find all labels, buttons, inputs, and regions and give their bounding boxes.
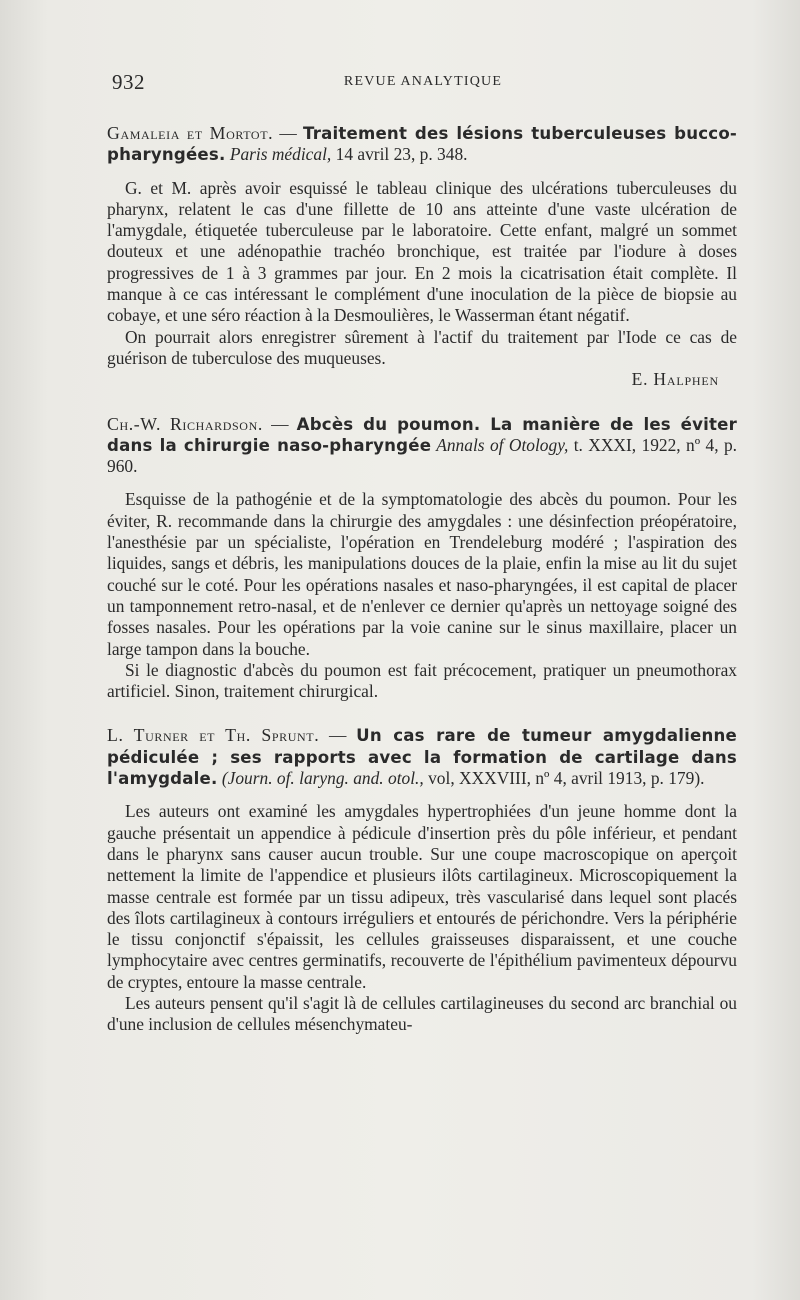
article-citation xyxy=(107,123,737,166)
article-reference: vol, XXXVIII, nº 4, avril 1913, p. 179). xyxy=(423,768,705,789)
article-citation xyxy=(107,725,737,789)
article-reference: t. XXXI, 1922, nº 4, p. 960. xyxy=(107,434,738,477)
article-paragraph: Les auteurs pensent qu'il s'agit là de cellules cartilagineuses du second arc branchial ou d'une inclusion de cellules mésenchymateu- xyxy=(107,992,737,1035)
article-body xyxy=(107,489,737,702)
article-citation xyxy=(107,414,737,478)
running-title: REVUE ANALYTIQUE xyxy=(343,74,503,89)
article-reference: 14 avril 23, p. 348. xyxy=(331,144,468,165)
article-journal: Paris médical, xyxy=(229,144,332,165)
article-journal: (Journ. of. laryng. and. otol., xyxy=(217,768,424,789)
article-3 xyxy=(107,725,737,1035)
article-signature: E. Halphen xyxy=(631,369,719,390)
article-1 xyxy=(107,123,737,391)
article-title: Un cas rare de tumeur amygdalienne pédiculée ; ses rapports avec la formation de cartilage dans l'amygdale. xyxy=(107,726,737,789)
article-authors: L. Turner et Th. Sprunt. xyxy=(107,725,320,746)
article-2 xyxy=(107,414,737,703)
article-title: Abcès du poumon. La manière de les éviter dans la chirurgie naso-pharyngée xyxy=(107,414,738,455)
article-body xyxy=(107,178,737,370)
article-paragraph: On pourrait alors enregistrer sûrement à l'actif du traitement par l'Iode ce cas de guérison de tuberculose des muqueuses. xyxy=(107,326,737,368)
article-title: Traitement des lésions tuberculeuses bucco-pharyngées. xyxy=(107,124,738,165)
article-authors: Ch.-W. Richardson. xyxy=(107,413,263,434)
article-paragraph: Les auteurs ont examiné les amygdales hypertrophiées d'un jeune homme dont la gauche présentait un appendice à pédicule d'insertion près du pôle inférieur, et pendant dans le pharynx sans causer aucun trouble. Sur une coupe macroscopique on aperçoit nettement la limite de l'appendice et plusieurs ilôts cartilagineux. Microscopiquement la masse centrale est formée par un tissu adipeux, très vascularisé dans lequel sont placés des îlots cartilagineux à contours irréguliers et entourés de périchondre. Vers la périphérie le tissu conjonctif s'épaissit, les cellules graisseuses disparaissent, et une couche lymphocytaire avec centres germinatifs, recouverte de l'épithélium pavimenteux dépourvu de cryptes, entoure la masse centrale. xyxy=(107,801,737,992)
page-header xyxy=(108,70,738,100)
article-authors: Gamaleia et Mortot. xyxy=(107,123,274,143)
citation-dash: — xyxy=(273,123,304,143)
article-journal: Annals of Otology, xyxy=(431,434,569,455)
article-body xyxy=(107,801,737,1035)
page-number: 932 xyxy=(112,70,145,94)
citation-dash: — xyxy=(262,413,297,434)
article-paragraph: G. et M. après avoir esquissé le tableau clinique des ulcérations tuberculeuses du pharynx, relatent le cas d'une fillette de 10 ans atteinte d'une vaste ulcération de l'amygdale, étiquetée tuberculeuse par le laboratoire. Cette enfant, malgré un sommet douteux et une adénopathie trachéo bronchique, est traitée par l'iodure à doses progressives de 1 à 3 grammes par jour. En 2 mois la cicatrisation était complète. Il manque à ce cas intéressant le complément d'une inoculation de la pièce de biopsie au cobaye, et une séro réaction à la Desmoulières, le Wasserman étant négatif. xyxy=(107,177,737,326)
article-paragraph: Si le diagnostic d'abcès du poumon est fait précocement, pratiquer un pneumothorax artificiel. Sinon, traitement chirurgical. xyxy=(107,659,737,702)
citation-dash: — xyxy=(319,725,357,746)
page-content xyxy=(107,123,737,1059)
article-paragraph: Esquisse de la pathogénie et de la symptomatologie des abcès du poumon. Pour les éviter, R. recommande dans la chirurgie des amygdales : une désinfection préopératoire, l'anesthésie par un spécialiste, l'opération en Trendeleburg modéré ; l'aspiration des liquides, sangs et débris, les manipulations douces de la plaie, enfin la mise au lit du sujet couché sur le coté. Pour les opérations nasales et naso-pharyngées, il est capital de placer un tamponnement retro-nasal, et de n'enlever ce dernier qu'après un nettoyage soigné des fosses nasales. Pour les opérations par la voie canine sur le sinus maxillaire, placer un large tampon dans la bouche. xyxy=(107,489,737,659)
